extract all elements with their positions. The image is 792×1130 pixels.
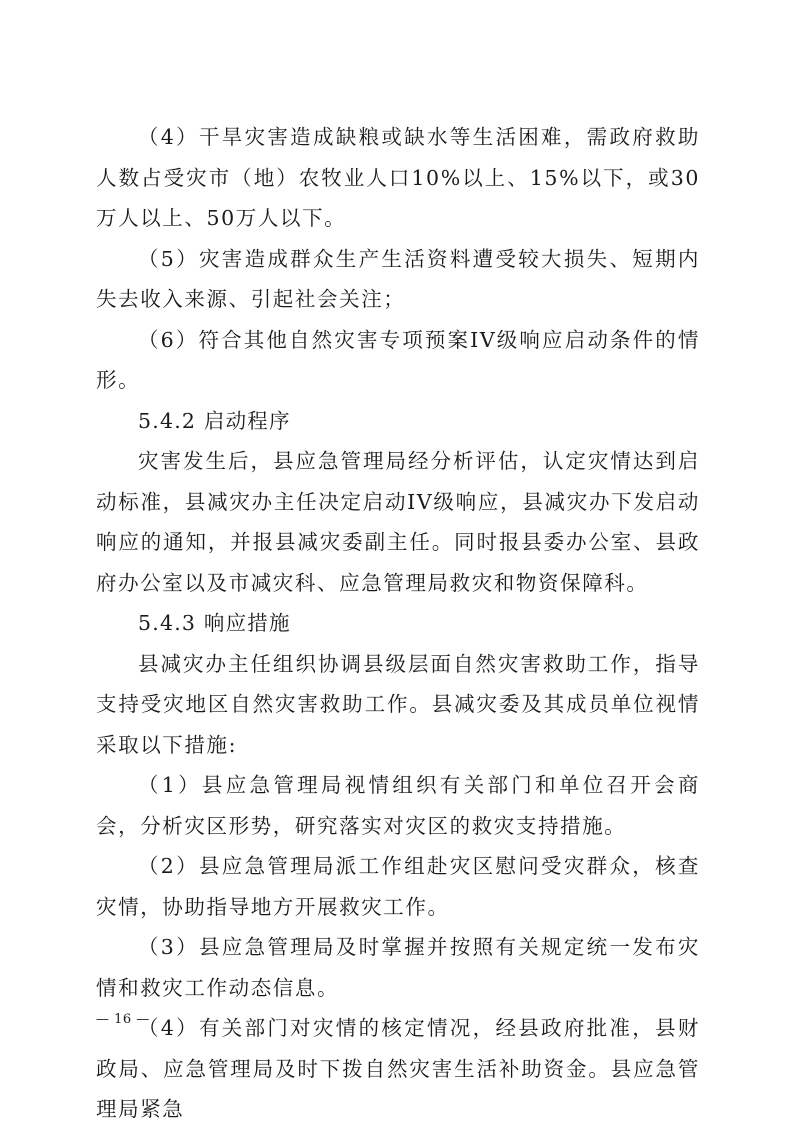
section-heading-response-measures: 5.4.3 响应措施	[138, 611, 291, 635]
paragraph-start-procedure: 灾害发生后，县应急管理局经分析评估，认定灾情达到启动标准，县减灾办主任决定启动IV级响应，县减灾办下发启动响应的通知，并报县减灾委副主任。同时报县委办公室、县政府办公室以及市减灾科、应急管理局救灾和物资保障科。	[96, 449, 700, 595]
page-number: — 16 —	[96, 1012, 150, 1027]
paragraph-response-intro: 县减灾办主任组织协调县级层面自然灾害救助工作，指导支持受灾地区自然灾害救助工作。县减灾委及其成员单位视情采取以下措施:	[96, 651, 700, 757]
document-body	[96, 117, 700, 1130]
paragraph-other-criteria: （6）符合其他自然灾害专项预案IV级响应启动条件的情形。	[96, 327, 700, 392]
paragraph-loss-criteria: （5）灾害造成群众生产生活资料遭受较大损失、短期内失去收入来源、引起社会关注；	[96, 246, 700, 311]
paragraph-drought-criteria: （4）干旱灾害造成缺粮或缺水等生活困难，需政府救助人数占受灾市（地）农牧业人口10%以上、15%以下，或30万人以上、50万人以下。	[96, 125, 700, 230]
paragraph-measure-3: （3）县应急管理局及时掌握并按照有关规定统一发布灾情和救灾工作动态信息。	[96, 935, 700, 1000]
paragraph-measure-4: （4）有关部门对灾情的核定情况，经县政府批准，县财政局、应急管理局及时下拨自然灾害生活补助资金。县应急管理局紧急	[96, 1016, 700, 1121]
section-heading-start-procedure: 5.4.2 启动程序	[138, 408, 291, 433]
paragraph-measure-2: （2）县应急管理局派工作组赴灾区慰问受灾群众，核查灾情，协助指导地方开展救灾工作。	[96, 854, 700, 919]
paragraph-measure-1: （1）县应急管理局视情组织有关部门和单位召开会商会，分析灾区形势，研究落实对灾区的救灾支持措施。	[96, 773, 700, 838]
